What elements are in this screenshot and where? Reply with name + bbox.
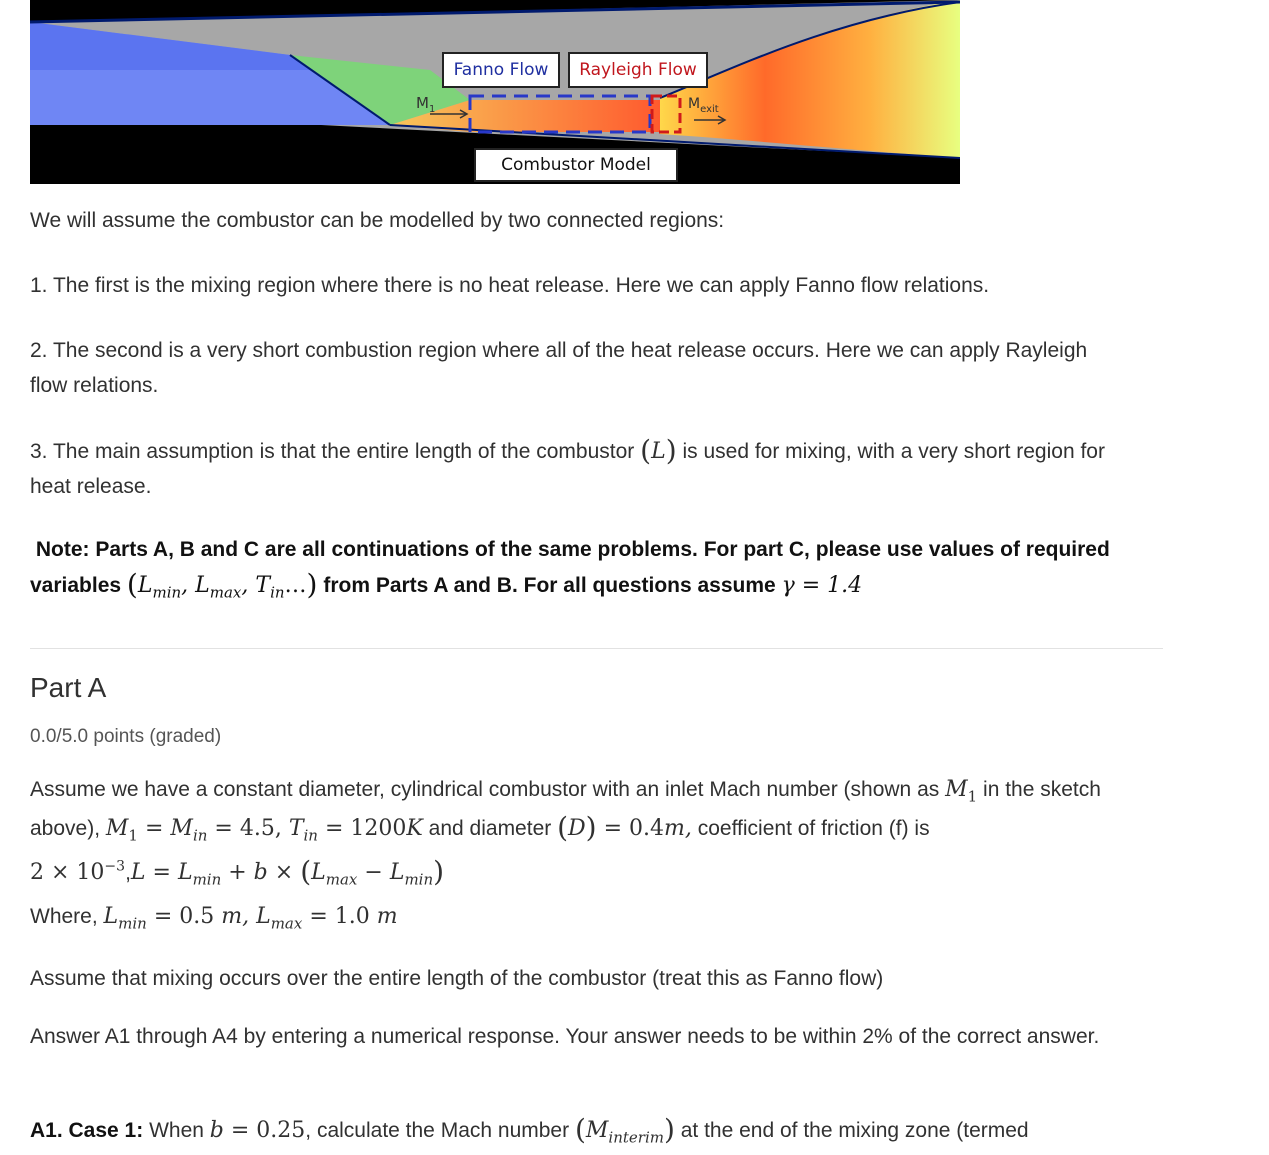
length-definitions: Where, $L_{min} = 0.5$ m, $L_{max} = 1.0$ m (30, 904, 398, 933)
question-a1: A1. Case 1: When b = 0.25, calculate the Mach number $(M_{interim})$ at the end of the mixing zone (termed (30, 1113, 1029, 1147)
part-a-title: Part A (30, 672, 107, 703)
section-divider (30, 648, 1163, 649)
points-status: 0.0/5.0 points (graded) (30, 726, 222, 747)
note-paragraph: Note: Parts A, B and C are all continuations of the same problems. For part C, please use values of required variables ($L_{min}$, $L_{max}$, $T_{in}\dots$) from Parts A and B. For all questions assume γ = 1.4 (30, 538, 1110, 602)
fanno-flow-label: Fanno Flow (442, 52, 560, 88)
rayleigh-flow-label: Rayleigh Flow (568, 52, 708, 88)
mixing-assumption: Assume that mixing occurs over the entire length of the combustor (treat this as Fanno flow) (30, 967, 884, 990)
combustor-diagram (30, 0, 960, 184)
mexit-label: $M_{exit}$ (688, 96, 719, 115)
part-a-problem-statement: Assume we have a constant diameter, cylindrical combustor with an inlet Mach number (shown as $M_1$ in the sketch above), $M_1 = M_{in} = 4.5$, $T_{in} = 1200K$ and diameter (D) = 0.4m, coefficient of friction (f) is $2 \times 10^{-3},L = L_{min} + b \times (L_{max} - L_{min})$ (30, 777, 1101, 889)
assumption-item-2: 2. The second is a very short combustion region where all of the heat release occurs. Here we can apply Rayleigh flow relations. (30, 339, 1088, 397)
assumption-item-1: 1. The first is the mixing region where there is no heat release. Here we can apply Fanno flow relations. (30, 274, 990, 297)
intro-lead: We will assume the combustor can be modelled by two connected regions: (30, 209, 725, 232)
m1-label: $M_1$ (416, 94, 436, 115)
combustor-model-label: Combustor Model (474, 148, 678, 182)
assumption-item-3: 3. The main assumption is that the entire length of the combustor (L) is used for mixing, with a very short region for heat release. (30, 434, 1105, 498)
answer-instructions: Answer A1 through A4 by entering a numerical response. Your answer needs to be within 2% of the correct answer. (30, 1025, 1100, 1048)
gamma-value: γ = 1.4 (781, 573, 863, 598)
